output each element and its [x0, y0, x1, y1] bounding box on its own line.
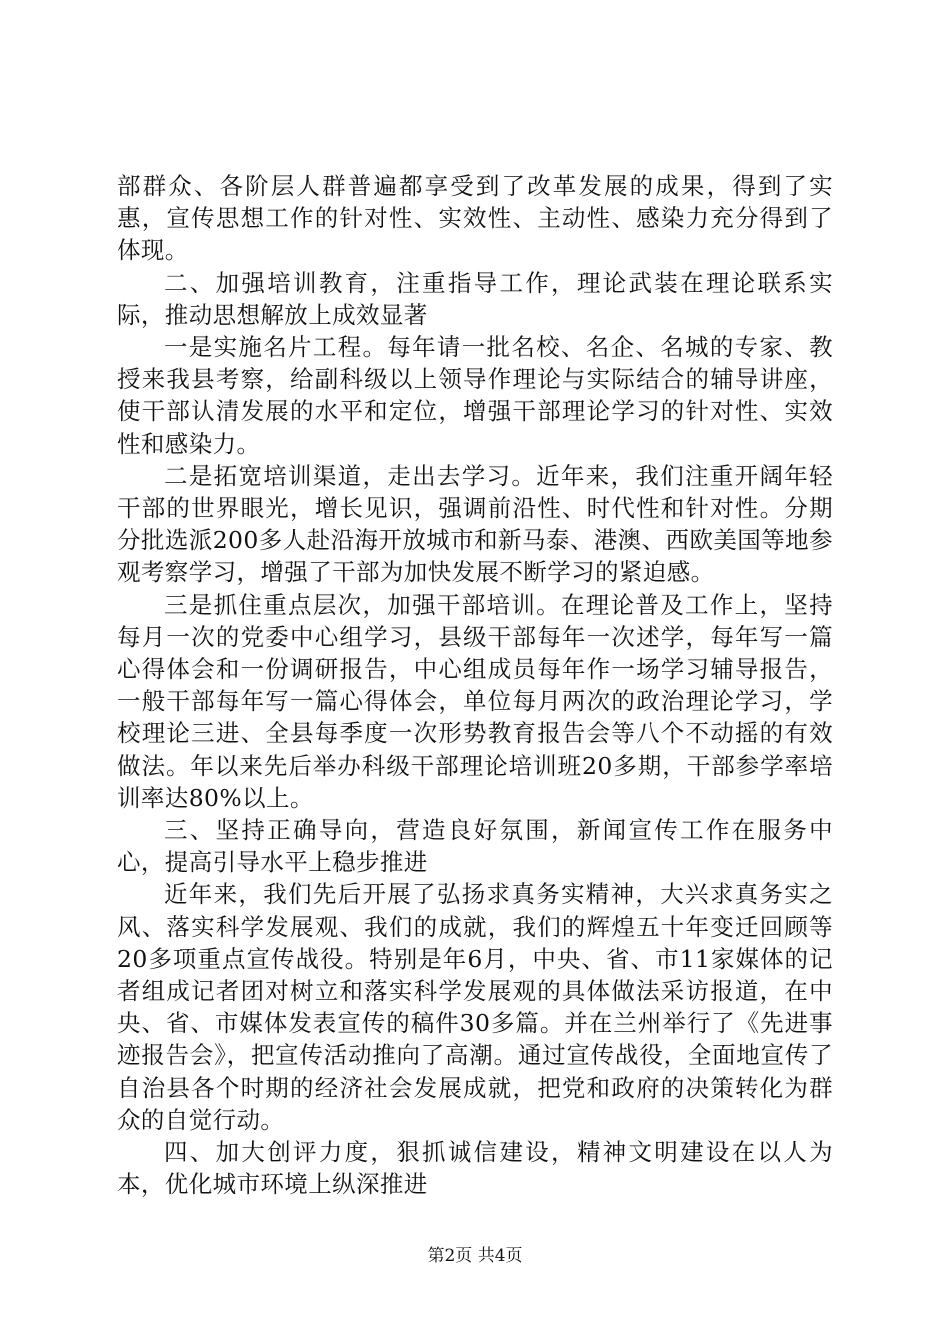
paragraph-news: 近年来，我们先后开展了弘扬求真务实精神，大兴求真务实之风、落实科学发展观、我们的成就，我们的辉煌五十年变迁回顾等20多项重点宣传战役。特别是年6月，中央、省、市11家媒体的记者组成记者团对树立和落实科学发展观的具体做法采访报道，在中央、省、市媒体发表宣传的稿件30多篇。并在兰州举行了《先进事迹报告会》，把宣传活动推向了高潮。通过宣传战役，全面地宣传了自治县各个时期的经济社会发展成就，把党和政府的决策转化为群众的自觉行动。 — [117, 880, 833, 1134]
paragraph-item-1: 一是实施名片工程。每年请一批名校、名企、名城的专家、教授来我县考察，给副科级以上领导作理论与实际结合的辅导讲座，使干部认清发展的水平和定位，增强干部理论学习的针对性、实效性和感染力。 — [117, 333, 833, 458]
section-heading-2: 二、加强培训教育，注重指导工作，理论武装在理论联系实际，推动思想解放上成效显著 — [117, 268, 833, 329]
page-footer: 第2页 共4页 — [427, 1246, 523, 1266]
paragraph-item-3: 三是抓住重点层次，加强干部培训。在理论普及工作上，坚持每月一次的党委中心组学习，县级干部每年一次述学，每年写一篇心得体会和一份调研报告，中心组成员每年作一场学习辅导报告，一般干部每年写一篇心得体会，单位每月两次的政治理论学习，学校理论三进、全县每季度一次形势教育报告会等八个不动摇的有效做法。年以来先后举办科级干部理论培训班20多期，干部参学率培训率达80%以上。 — [117, 590, 833, 812]
section-heading-4: 四、加大创评力度，狠抓诚信建设，精神文明建设在以人为本，优化城市环境上纵深推进 — [117, 1138, 833, 1199]
section-heading-3: 三、坚持正确导向，营造良好氛围，新闻宣传工作在服务中心，提高引导水平上稳步推进 — [117, 816, 833, 877]
document-body — [117, 170, 833, 1201]
paragraph-item-2: 二是拓宽培训渠道，走出去学习。近年来，我们注重开阔年轻干部的世界眼光，增长见识，强调前沿性、时代性和针对性。分期分批选派200多人赴沿海开放城市和新马泰、港澳、西欧美国等地参观考察学习，增强了干部为加快发展不断学习的紧迫感。 — [117, 461, 833, 587]
paragraph-continued: 部群众、各阶层人群普遍都享受到了改革发展的成果，得到了实惠，宣传思想工作的针对性、实效性、主动性、感染力充分得到了体现。 — [117, 172, 833, 265]
